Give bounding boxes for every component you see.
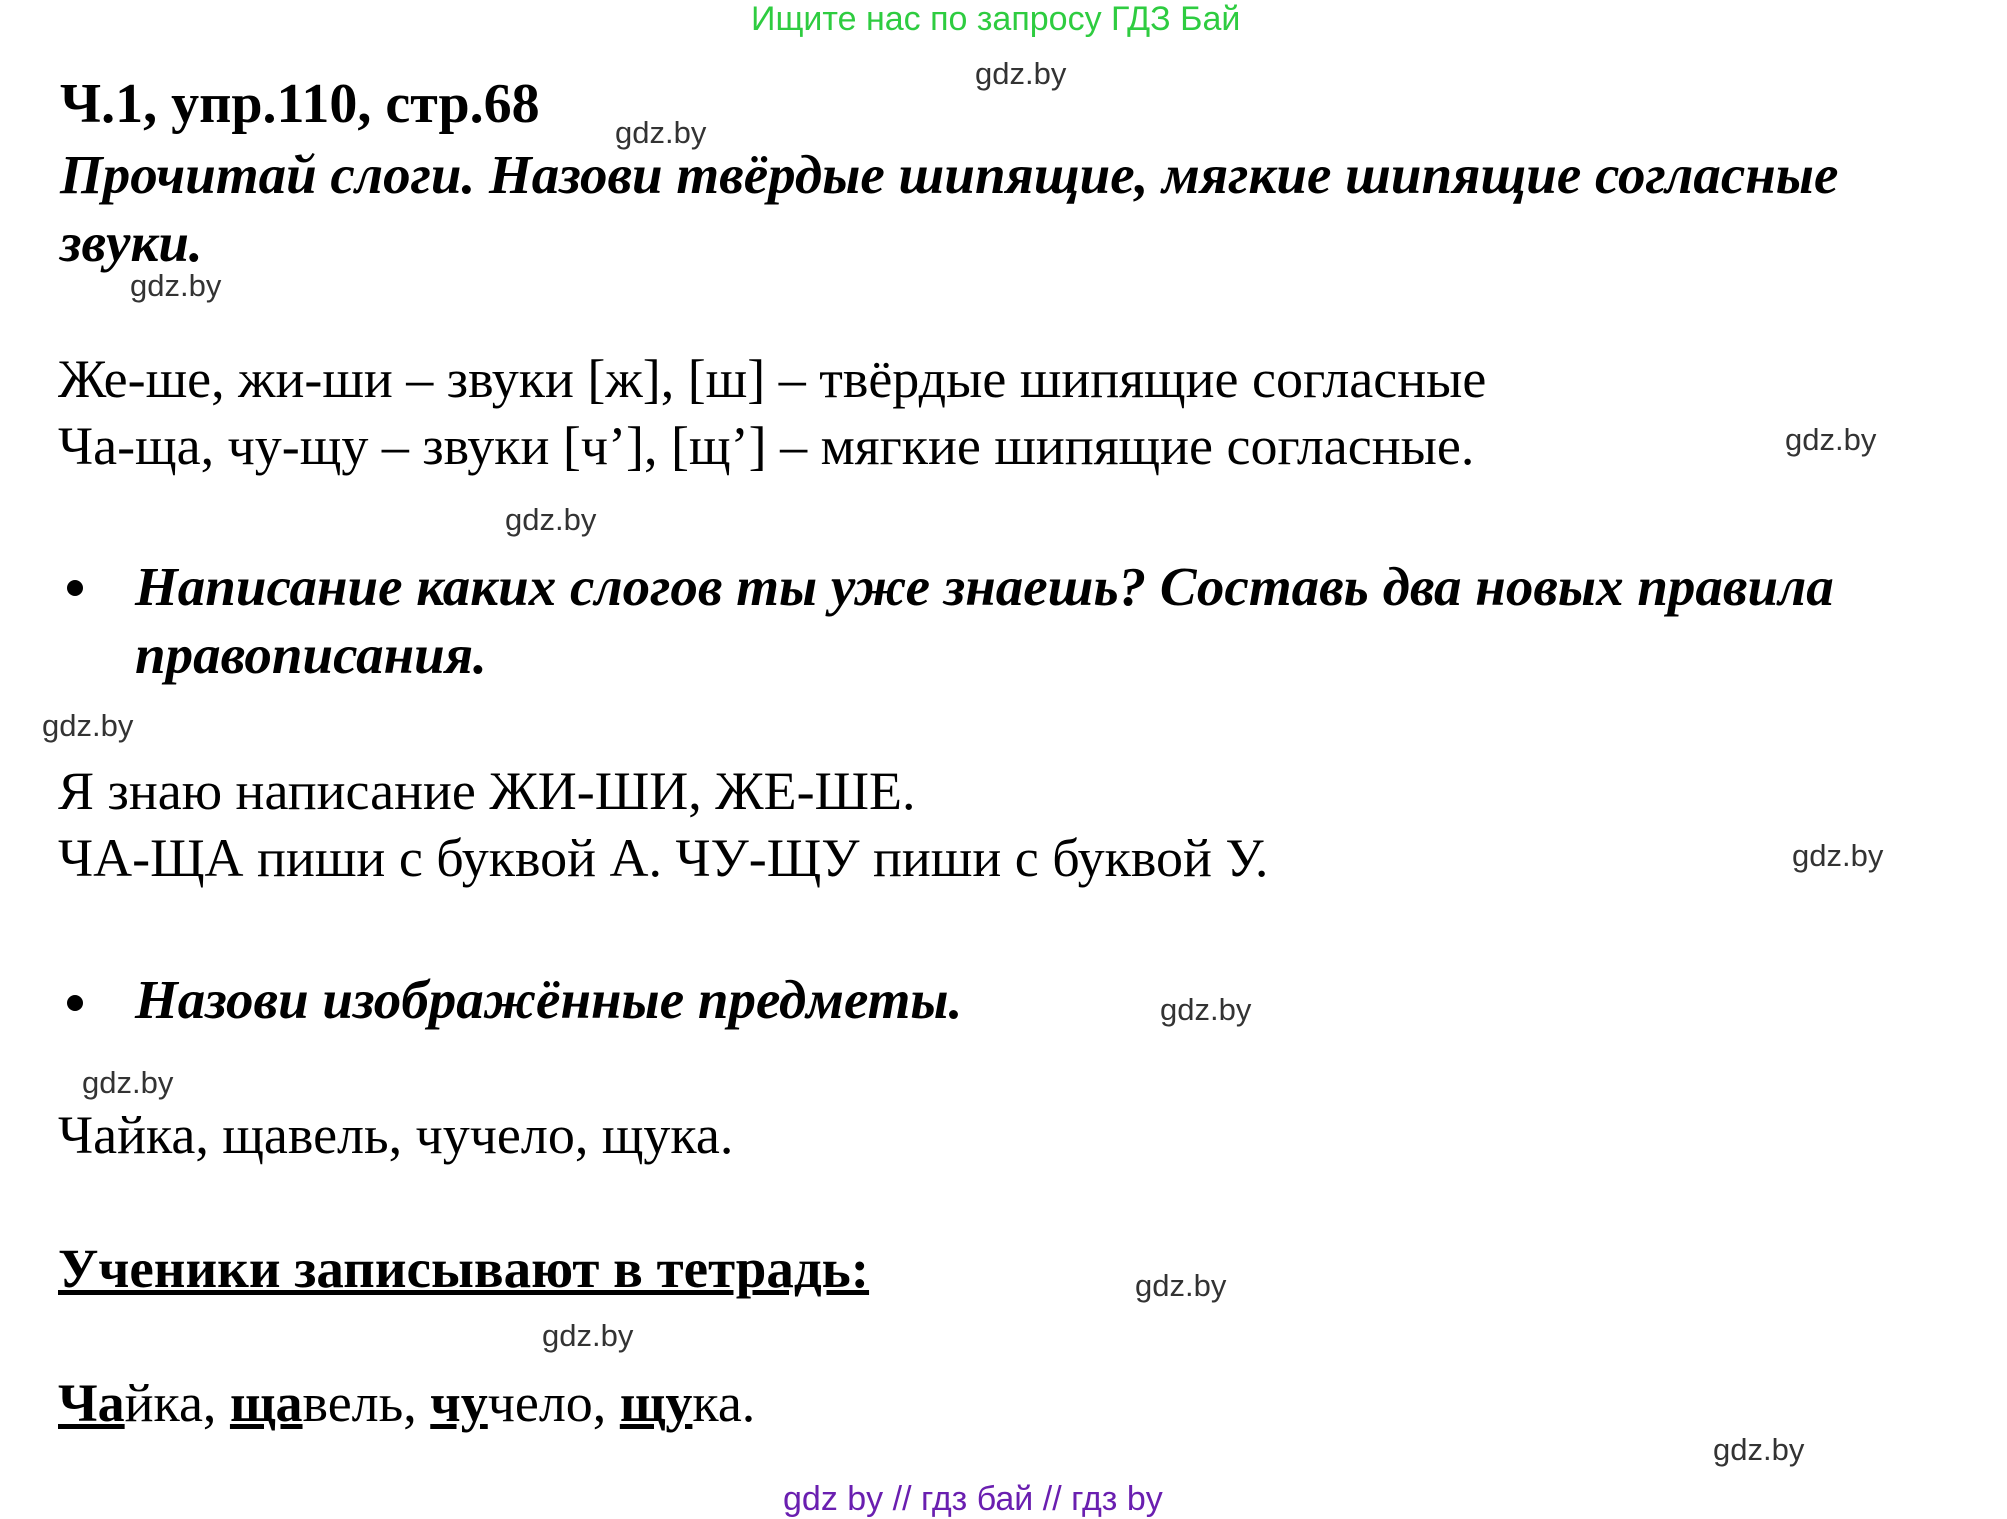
word-rest: йка, <box>124 1373 217 1433</box>
task-1-line-1: Прочитай слоги. Назови твёрдые шипящие, мягкие шипящие согласные <box>60 144 1839 205</box>
watermark: gdz.by <box>505 502 597 537</box>
notebook-answer <box>58 1372 755 1434</box>
syllable-highlight: ща <box>229 1373 303 1433</box>
page-title: Ч.1, упр.110, стр.68 <box>60 73 540 135</box>
watermark: gdz.by <box>975 56 1067 91</box>
watermark: gdz.by <box>1713 1432 1805 1467</box>
notebook-word <box>230 1373 417 1433</box>
notebook-heading: Ученики записывают в тетрадь: <box>58 1238 870 1299</box>
notebook-word <box>620 1373 755 1433</box>
word-rest: вель, <box>302 1373 417 1433</box>
answer-2-line-2: ЧА-ЩА пиши с буквой А. ЧУ-ЩУ пиши с буквой У. <box>58 828 1269 888</box>
watermark: gdz.by <box>1792 838 1884 873</box>
notebook-word <box>58 1373 216 1433</box>
search-banner: Ищите нас по запросу ГДЗ Бай <box>751 0 1241 38</box>
answer-1-line-1: Же-ше, жи-ши – звуки [ж], [ш] – твёрдые шипящие согласные <box>58 349 1487 409</box>
bullet-icon <box>67 995 83 1011</box>
task-2-line-2: правописания. <box>135 624 487 685</box>
syllable-highlight: Ча <box>58 1373 125 1433</box>
watermark: gdz.by <box>1160 992 1252 1027</box>
word-rest: чело, <box>487 1373 607 1433</box>
watermark: gdz.by <box>130 268 222 303</box>
answer-3: Чайка, щавель, чучело, щука. <box>58 1105 734 1165</box>
word-rest: ка. <box>692 1373 756 1433</box>
syllable-highlight: щу <box>619 1373 693 1433</box>
footer-links: gdz by // гдз бай // гдз by <box>783 1480 1163 1518</box>
watermark: gdz.by <box>42 708 134 743</box>
watermark: gdz.by <box>82 1065 174 1100</box>
task-2-line-1: Написание каких слогов ты уже знаешь? Составь два новых правила <box>135 556 1834 617</box>
answer-1-line-2: Ча-ща, чу-щу – звуки [ч’], [щ’] – мягкие шипящие согласные. <box>58 416 1475 476</box>
task-3: Назови изображённые предметы. <box>135 969 963 1030</box>
notebook-word <box>430 1373 606 1433</box>
watermark: gdz.by <box>1135 1268 1227 1303</box>
watermark: gdz.by <box>615 115 707 150</box>
task-1-line-2: звуки. <box>60 212 203 273</box>
bullet-icon <box>67 580 83 596</box>
watermark: gdz.by <box>542 1318 634 1353</box>
watermark: gdz.by <box>1785 422 1877 457</box>
syllable-highlight: чу <box>430 1373 488 1433</box>
answer-2-line-1: Я знаю написание ЖИ-ШИ, ЖЕ-ШЕ. <box>58 761 916 821</box>
